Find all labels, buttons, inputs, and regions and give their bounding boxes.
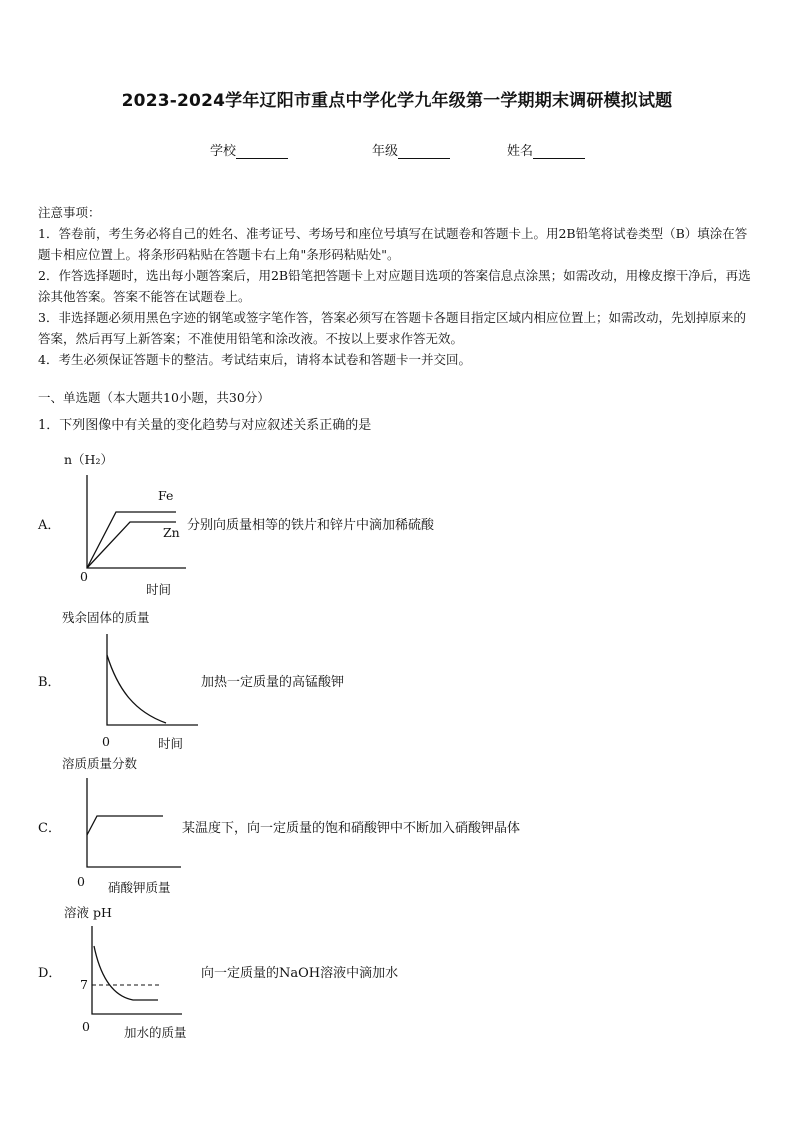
- note-item-1: 1．答卷前，考生务必将自己的姓名、准考证号、考场号和座位号填写在试题卷和答题卡上。用2B铅笔将试卷类型（B）填涂在答题卡相应位置上。将条形码粘贴在答题卡右上角"条形码粘贴处"。: [38, 226, 748, 262]
- notes-heading: 注意事项：: [38, 205, 101, 220]
- graph-a-xlabel: 时间: [146, 582, 172, 597]
- graph-b-axes: [107, 634, 198, 725]
- option-c-letter[interactable]: C．: [38, 821, 61, 836]
- graph-a-origin: 0: [80, 569, 88, 584]
- option-a-desc: 分别向质量相等的铁片和锌片中滴加稀硫酸: [187, 518, 435, 533]
- note-item-3: 3．非选择题必须用黑色字迹的钢笔或签字笔作答，答案必须写在答题卡各题目指定区域内相应位置上；如需改动，先划掉原来的答案，然后再写上新答案；不准使用铅笔和涂改液。不按以上要求作答无效。: [38, 310, 746, 346]
- graph-d-curve: [94, 946, 158, 1000]
- option-a-letter[interactable]: A．: [38, 518, 61, 533]
- graph-c-ylabel: 溶质质量分数: [62, 756, 138, 771]
- option-b-letter[interactable]: B．: [38, 675, 61, 690]
- graph-d-ylabel: 溶液 pH: [64, 905, 112, 920]
- graph-b-ylabel: 残余固体的质量: [62, 610, 150, 625]
- graph-d-xlabel: 加水的质量: [124, 1025, 187, 1040]
- graph-d-origin: 0: [82, 1019, 90, 1034]
- graph-c-line: [87, 816, 163, 835]
- option-c-desc: 某温度下，向一定质量的饱和硝酸钾中不断加入硝酸钾晶体: [182, 821, 521, 836]
- section-heading: 一、单选题（本大题共10小题，共30分）: [38, 390, 270, 405]
- graph-c-axes: [87, 778, 181, 867]
- option-d-letter[interactable]: D．: [38, 966, 62, 981]
- note-item-4: 4．考生必须保证答题卡的整洁。考试结束后，请将本试卷和答题卡一并交回。: [38, 352, 471, 367]
- graph-c-xlabel: 硝酸钾质量: [108, 880, 171, 895]
- grade-label: 年级: [372, 144, 399, 159]
- graph-d-axes: [92, 926, 182, 1014]
- option-d-desc: 向一定质量的NaOH溶液中滴加水: [201, 966, 399, 981]
- graph-a-line-zn: [87, 522, 176, 568]
- question-stem: 1．下列图像中有关量的变化趋势与对应叙述关系正确的是: [38, 418, 372, 433]
- graph-a-series-zn: Zn: [163, 525, 180, 540]
- graph-a-ylabel: n（H₂）: [64, 452, 113, 467]
- graph-b-xlabel: 时间: [158, 736, 184, 751]
- option-b-desc: 加热一定质量的高锰酸钾: [201, 675, 345, 690]
- graph-d-mark-7: 7: [80, 977, 88, 992]
- graph-a-series-fe: Fe: [158, 488, 174, 503]
- school-label: 学校: [210, 144, 237, 159]
- name-label: 姓名: [507, 144, 534, 159]
- graph-a-line-fe: [87, 512, 176, 568]
- page-title: 2023-2024学年辽阳市重点中学化学九年级第一学期期末调研模拟试题: [121, 91, 673, 111]
- graph-b-curve: [107, 655, 166, 723]
- graph-b-origin: 0: [102, 734, 110, 749]
- note-item-2: 2．作答选择题时，选出每小题答案后，用2B铅笔把答题卡上对应题目选项的答案信息点涂黑；如需改动，用橡皮擦干净后，再选涂其他答案。答案不能答在试题卷上。: [38, 268, 751, 304]
- graph-c-origin: 0: [77, 874, 85, 889]
